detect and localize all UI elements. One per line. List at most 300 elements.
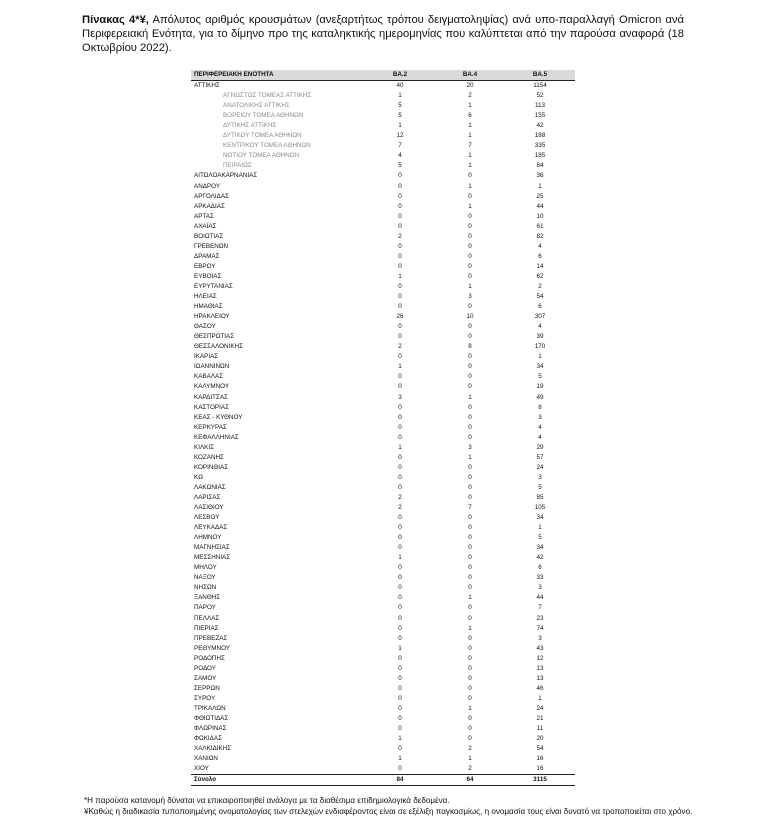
ba4-cell: 1 xyxy=(468,282,472,290)
region-cell: ΦΩΚΙΔΑΣ xyxy=(194,735,222,743)
region-cell: ΑΓΝΩΣΤΟΣ ΤΟΜΕΑΣ ΑΤΤΙΚΗΣ xyxy=(223,92,312,100)
ba2-cell: 0 xyxy=(398,674,402,682)
ba2-cell: 0 xyxy=(398,473,402,481)
ba5-cell: 20 xyxy=(536,735,544,743)
region-cell: ΑΡΚΑΔΙΑΣ xyxy=(194,202,225,210)
ba5-cell: 2 xyxy=(538,282,542,290)
region-cell: ΕΥΒΟΙΑΣ xyxy=(194,272,222,280)
ba4-cell: 0 xyxy=(468,242,472,250)
ba5-cell: 43 xyxy=(536,644,544,652)
region-cell: ΕΒΡΟΥ xyxy=(194,262,216,270)
table-row xyxy=(191,302,575,312)
ba2-cell: 0 xyxy=(398,403,402,411)
ba2-cell: 0 xyxy=(398,514,402,522)
ba4-cell: 0 xyxy=(468,373,472,381)
region-cell: ΞΑΝΘΗΣ xyxy=(194,594,221,602)
table-row xyxy=(191,483,575,493)
ba2-cell: 2 xyxy=(398,343,402,351)
table-row xyxy=(191,644,575,654)
region-cell: ΦΛΩΡΙΝΑΣ xyxy=(194,725,227,733)
ba2-cell: 1 xyxy=(398,755,402,763)
region-cell: ΦΘΙΩΤΙΔΑΣ xyxy=(194,715,229,722)
ba4-cell: 0 xyxy=(468,363,472,371)
ba5-cell: 5 xyxy=(538,534,542,542)
table-subrow xyxy=(191,131,575,141)
ba2-cell: 2 xyxy=(398,232,402,240)
ba5-cell: 4 xyxy=(538,242,542,250)
region-cell: ΚΑΒΑΛΑΣ xyxy=(194,373,224,381)
ba5-cell: 188 xyxy=(534,132,546,140)
ba2-cell: 1 xyxy=(398,735,402,743)
table-subrow xyxy=(191,91,575,101)
header-region: ΠΕΡΙΦΕΡΕΙΑΚΗ ΕΝΟΤΗΤΑ xyxy=(191,70,365,81)
ba5-cell: 42 xyxy=(536,122,544,130)
region-cell: ΝΟΤΙΟΥ ΤΟΜΕΑ ΑΘΗΝΩΝ xyxy=(223,152,300,160)
table-row xyxy=(191,603,575,613)
ba5-cell: 1154 xyxy=(533,82,547,90)
region-cell: ΘΕΣΠΡΩΤΙΑΣ xyxy=(194,333,235,341)
table-row xyxy=(191,463,575,473)
region-cell: ΠΙΕΡΙΑΣ xyxy=(194,624,219,632)
ba2-cell: 40 xyxy=(396,82,404,90)
ba4-cell: 1 xyxy=(468,202,472,210)
table-row xyxy=(191,734,575,744)
total-ba2: 84 xyxy=(365,775,435,786)
region-cell: ΡΟΔΟΠΗΣ xyxy=(194,654,225,662)
region-cell: ΚΟΖΑΝΗΣ xyxy=(194,453,224,461)
ba4-cell: 0 xyxy=(468,664,472,672)
ba5-cell: 113 xyxy=(534,102,546,110)
ba4-cell: 0 xyxy=(468,192,472,200)
ba2-cell: 0 xyxy=(398,373,402,381)
ba4-cell: 0 xyxy=(468,493,472,501)
ba5-cell: 3 xyxy=(538,473,542,481)
ba2-cell: 1 xyxy=(398,92,402,100)
footnote-data-update: *Η παρούσα κατανομή δύναται να επικαιροποιηθεί ανάλογα με τα διαθέσιμα επιδημιολογικά δεδομένα. xyxy=(84,796,450,805)
region-cell: ΙΚΑΡΙΑΣ xyxy=(194,353,219,361)
ba5-cell: 185 xyxy=(534,152,546,160)
ba2-cell: 0 xyxy=(398,684,402,692)
ba4-cell: 0 xyxy=(468,725,472,733)
ba5-cell: 14 xyxy=(536,262,544,270)
region-cell: ΚΕΝΤΡΙΚΟΥ ΤΟΜΕΑ ΑΘΗΝΩΝ xyxy=(223,142,311,150)
ba5-cell: 61 xyxy=(536,222,544,230)
ba5-cell: 25 xyxy=(536,192,544,200)
table-caption xyxy=(82,13,684,55)
table-row xyxy=(191,352,575,362)
region-cell: ΔΥΤΙΚΟΥ ΤΟΜΕΑ ΑΘΗΝΩΝ xyxy=(223,132,302,140)
region-cell: ΠΕΛΛΑΣ xyxy=(194,614,220,622)
region-cell: ΚΩ xyxy=(194,473,203,481)
ba2-cell: 0 xyxy=(398,262,402,270)
ba2-cell: 0 xyxy=(398,765,402,773)
table-row xyxy=(191,563,575,573)
ba4-cell: 1 xyxy=(468,624,472,632)
ba5-cell: 52 xyxy=(536,92,544,100)
ba2-cell: 7 xyxy=(398,142,402,150)
region-cell: ΑΡΓΟΛΙΔΑΣ xyxy=(194,192,229,200)
ba5-cell: 8 xyxy=(538,403,542,411)
ba4-cell: 0 xyxy=(468,222,472,230)
ba4-cell: 0 xyxy=(468,735,472,743)
ba5-cell: 54 xyxy=(536,293,544,301)
ba2-cell: 0 xyxy=(398,564,402,572)
ba4-cell: 6 xyxy=(468,112,472,120)
region-cell: ΧΙΟΥ xyxy=(194,765,209,773)
ba5-cell: 49 xyxy=(536,393,544,401)
table-row xyxy=(191,212,575,222)
table-row xyxy=(191,694,575,704)
ba5-cell: 13 xyxy=(536,674,544,682)
ba5-cell: 5 xyxy=(538,483,542,491)
ba4-cell: 0 xyxy=(468,272,472,280)
ba2-cell: 0 xyxy=(398,594,402,602)
table-row xyxy=(191,503,575,513)
ba4-cell: 0 xyxy=(468,323,472,331)
ba4-cell: 0 xyxy=(468,644,472,652)
table-row xyxy=(191,473,575,483)
table-subrow xyxy=(191,101,575,111)
ba5-cell: 24 xyxy=(536,704,544,712)
region-cell: ΣΥΡΟΥ xyxy=(194,694,216,702)
table-row xyxy=(191,744,575,754)
table-row xyxy=(191,372,575,382)
table-row xyxy=(191,583,575,593)
ba4-cell: 1 xyxy=(468,594,472,602)
ba4-cell: 1 xyxy=(468,132,472,140)
ba2-cell: 0 xyxy=(398,293,402,301)
caption-text: Απόλυτος αριθμός κρουσμάτων (ανεξαρτήτως τρόπου δειγματοληψίας) ανά υπο-παραλλαγή Omicron ανά Περιφερειακή Ενότητα, για το δίμηνο προ της καταληκτικής ημερομηνίας που καλύπτεται από την παρούσα αναφορά (18 Οκτωβρίου 2022). xyxy=(82,14,684,54)
region-cell: ΕΥΡΥΤΑΝΙΑΣ xyxy=(194,282,233,290)
region-cell: ΑΧΑΪΑΣ xyxy=(194,222,217,230)
footnotes xyxy=(84,795,694,818)
table-row xyxy=(191,222,575,232)
region-cell: ΚΑΡΔΙΤΣΑΣ xyxy=(194,393,228,401)
total-row xyxy=(191,775,575,786)
table-row xyxy=(191,202,575,212)
ba2-cell: 0 xyxy=(398,694,402,702)
ba2-cell: 0 xyxy=(398,303,402,311)
ba5-cell: 42 xyxy=(536,554,544,562)
ba2-cell: 0 xyxy=(398,413,402,421)
ba2-cell: 1 xyxy=(398,272,402,280)
region-cell: ΛΑΣΙΘΙΟΥ xyxy=(194,504,224,512)
ba2-cell: 0 xyxy=(398,453,402,461)
ba5-cell: 24 xyxy=(536,463,544,471)
region-cell: ΘΑΣΟΥ xyxy=(194,323,216,331)
table-row xyxy=(191,242,575,252)
region-cell: ΜΕΣΣΗΝΙΑΣ xyxy=(194,554,231,562)
ba5-cell: 34 xyxy=(536,363,544,371)
table-row xyxy=(191,81,575,92)
ba2-cell: 0 xyxy=(398,614,402,622)
ba5-cell: 4 xyxy=(538,323,542,331)
region-cell: ΔΥΤΙΚΗΣ ΑΤΤΙΚΗΣ xyxy=(223,122,277,130)
ba4-cell: 0 xyxy=(468,473,472,481)
region-cell: ΜΗΛΟΥ xyxy=(194,564,217,572)
table-row xyxy=(191,312,575,322)
region-cell: ΑΝΔΡΟΥ xyxy=(194,182,221,190)
ba5-cell: 19 xyxy=(536,383,544,391)
ba2-cell: 0 xyxy=(398,172,402,180)
table-row xyxy=(191,533,575,543)
region-cell: ΛΕΣΒΟΥ xyxy=(194,514,220,522)
table-row xyxy=(191,393,575,403)
ba4-cell: 8 xyxy=(468,343,472,351)
table-subrow xyxy=(191,121,575,131)
ba5-cell: 1 xyxy=(538,694,542,702)
header-ba2: BA.2 xyxy=(365,70,435,81)
region-cell: ΔΡΑΜΑΣ xyxy=(194,252,220,260)
ba2-cell: 1 xyxy=(398,363,402,371)
ba4-cell: 0 xyxy=(468,403,472,411)
footnote-nomenclature: ¥Καθώς η διαδικασία τυποποιημένης ονοματολογίας των στελεχών ενδιαφέροντος είναι σε εξέλιξη παγκοσμίως, η ονομασία τους είναι δυνατό να τροποποιείται στο χρόνο. xyxy=(84,807,693,817)
ba2-cell: 0 xyxy=(398,423,402,431)
ba4-cell: 0 xyxy=(468,252,472,260)
region-cell: ΘΕΣΣΑΛΟΝΙΚΗΣ xyxy=(194,343,243,351)
ba2-cell: 0 xyxy=(398,745,402,753)
ba5-cell: 36 xyxy=(536,172,544,180)
ba4-cell: 0 xyxy=(468,684,472,692)
ba4-cell: 7 xyxy=(468,504,472,512)
region-cell: ΛΗΜΝΟΥ xyxy=(194,534,222,542)
ba4-cell: 2 xyxy=(468,92,472,100)
table-row xyxy=(191,513,575,523)
ba5-cell: 3 xyxy=(538,584,542,592)
ba5-cell: 34 xyxy=(536,544,544,552)
ba2-cell: 0 xyxy=(398,604,402,612)
table-row xyxy=(191,593,575,603)
header-row xyxy=(191,70,575,81)
ba5-cell: 12 xyxy=(536,654,544,662)
ba5-cell: 33 xyxy=(536,574,544,582)
ba2-cell: 1 xyxy=(398,554,402,562)
ba2-cell: 0 xyxy=(398,323,402,331)
ba4-cell: 3 xyxy=(468,443,472,451)
ba4-cell: 0 xyxy=(468,413,472,421)
region-cell: ΠΡΕΒΕΖΑΣ xyxy=(194,634,228,642)
ba2-cell: 0 xyxy=(398,383,402,391)
region-cell: ΛΑΡΙΣΑΣ xyxy=(194,493,221,501)
header-ba5: BA.5 xyxy=(505,70,575,81)
table-row xyxy=(191,433,575,443)
ba4-cell: 0 xyxy=(468,544,472,552)
region-cell: ΗΛΕΙΑΣ xyxy=(194,293,217,301)
ba5-cell: 6 xyxy=(538,303,542,311)
ba2-cell: 0 xyxy=(398,634,402,642)
table-row xyxy=(191,453,575,463)
ba2-cell: 0 xyxy=(398,182,402,190)
ba2-cell: 0 xyxy=(398,534,402,542)
region-cell: ΝΑΞΟΥ xyxy=(194,574,216,582)
ba4-cell: 2 xyxy=(468,765,472,773)
ba5-cell: 82 xyxy=(536,232,544,240)
ba5-cell: 6 xyxy=(538,564,542,572)
ba2-cell: 5 xyxy=(398,112,402,120)
ba4-cell: 0 xyxy=(468,483,472,491)
region-cell: ΑΡΤΑΣ xyxy=(194,212,214,220)
table-header xyxy=(191,70,575,81)
table-row xyxy=(191,684,575,694)
ba4-cell: 1 xyxy=(468,453,472,461)
ba4-cell: 0 xyxy=(468,172,472,180)
ba5-cell: 54 xyxy=(536,745,544,753)
ba5-cell: 16 xyxy=(536,765,544,773)
table-row xyxy=(191,553,575,563)
ba2-cell: 0 xyxy=(398,282,402,290)
ba4-cell: 0 xyxy=(468,554,472,562)
table-row xyxy=(191,704,575,714)
ba2-cell: 0 xyxy=(398,725,402,733)
table-row xyxy=(191,634,575,644)
total-ba4: 64 xyxy=(435,775,505,786)
table-row xyxy=(191,232,575,242)
ba2-cell: 0 xyxy=(398,483,402,491)
table-row xyxy=(191,192,575,202)
region-cell: ΝΗΣΩΝ xyxy=(194,584,217,592)
ba5-cell: 84 xyxy=(536,162,544,170)
ba4-cell: 1 xyxy=(468,755,472,763)
ba4-cell: 0 xyxy=(468,212,472,220)
ba5-cell: 85 xyxy=(536,493,544,501)
ba5-cell: 11 xyxy=(536,725,544,733)
ba4-cell: 0 xyxy=(468,303,472,311)
ba5-cell: 4 xyxy=(538,423,542,431)
region-cell: ΚΕΑΣ - ΚΥΘΝΟΥ xyxy=(194,413,243,421)
ba4-cell: 1 xyxy=(468,122,472,130)
table-row xyxy=(191,573,575,583)
ba4-cell: 10 xyxy=(466,313,474,321)
ba4-cell: 0 xyxy=(468,423,472,431)
ba5-cell: 4 xyxy=(538,433,542,441)
ba4-cell: 0 xyxy=(468,614,472,622)
ba4-cell: 1 xyxy=(468,704,472,712)
table-row xyxy=(191,724,575,734)
region-cell: ΜΑΓΝΗΣΙΑΣ xyxy=(194,544,230,552)
ba4-cell: 7 xyxy=(468,142,472,150)
table-row xyxy=(191,664,575,674)
ba2-cell: 3 xyxy=(398,393,402,401)
ba4-cell: 0 xyxy=(468,514,472,522)
ba5-cell: 6 xyxy=(538,252,542,260)
table-row xyxy=(191,714,575,724)
ba2-cell: 0 xyxy=(398,353,402,361)
ba5-cell: 1 xyxy=(538,182,542,190)
ba5-cell: 3 xyxy=(538,634,542,642)
table-row xyxy=(191,413,575,423)
table-row xyxy=(191,182,575,192)
ba5-cell: 16 xyxy=(536,755,544,763)
ba2-cell: 0 xyxy=(398,202,402,210)
ba2-cell: 26 xyxy=(396,313,404,321)
table-row xyxy=(191,382,575,392)
ba4-cell: 1 xyxy=(468,162,472,170)
region-cell: ΤΡΙΚΑΛΩΝ xyxy=(194,704,226,712)
ba2-cell: 0 xyxy=(398,524,402,532)
ba2-cell: 5 xyxy=(398,162,402,170)
region-cell: ΛΕΥΚΑΔΑΣ xyxy=(194,524,228,532)
region-cell: ΧΑΝΙΩΝ xyxy=(194,755,218,763)
ba4-cell: 0 xyxy=(468,333,472,341)
ba5-cell: 44 xyxy=(536,594,544,602)
ba4-cell: 0 xyxy=(468,715,472,722)
table-row xyxy=(191,292,575,302)
ba4-cell: 0 xyxy=(468,654,472,662)
ba2-cell: 0 xyxy=(398,584,402,592)
ba2-cell: 0 xyxy=(398,664,402,672)
ba4-cell: 3 xyxy=(468,293,472,301)
ba4-cell: 0 xyxy=(468,353,472,361)
table-subrow xyxy=(191,151,575,161)
ba5-cell: 21 xyxy=(536,715,544,722)
region-cell: ΣΕΡΡΩΝ xyxy=(194,684,220,692)
region-cell: ΗΡΑΚΛΕΙΟΥ xyxy=(194,313,230,321)
ba2-cell: 2 xyxy=(398,504,402,512)
ba5-cell: 155 xyxy=(534,112,546,120)
ba4-cell: 1 xyxy=(468,393,472,401)
table-row xyxy=(191,272,575,282)
ba5-cell: 105 xyxy=(534,504,546,512)
ba2-cell: 12 xyxy=(396,132,404,140)
ba4-cell: 0 xyxy=(468,232,472,240)
ba2-cell: 0 xyxy=(398,574,402,582)
ba5-cell: 307 xyxy=(534,313,546,321)
table-row xyxy=(191,423,575,433)
ba5-cell: 74 xyxy=(536,624,544,632)
table-row xyxy=(191,282,575,292)
region-cell: ΗΜΑΘΙΑΣ xyxy=(194,303,223,311)
table-row xyxy=(191,654,575,664)
ba4-cell: 0 xyxy=(468,534,472,542)
ba4-cell: 0 xyxy=(468,433,472,441)
ba2-cell: 0 xyxy=(398,544,402,552)
region-cell: ΒΟΙΩΤΙΑΣ xyxy=(194,232,224,240)
ba5-cell: 44 xyxy=(536,202,544,210)
table-row xyxy=(191,342,575,352)
region-cell: ΒΟΡΕΙΟΥ ΤΟΜΕΑ ΑΘΗΝΩΝ xyxy=(223,112,304,120)
ba2-cell: 0 xyxy=(398,222,402,230)
region-cell: ΡΟΔΟΥ xyxy=(194,664,216,672)
ba4-cell: 0 xyxy=(468,574,472,582)
table-row xyxy=(191,252,575,262)
ba4-cell: 1 xyxy=(468,102,472,110)
ba4-cell: 0 xyxy=(468,604,472,612)
region-cell: ΚΑΣΤΟΡΙΑΣ xyxy=(194,403,229,411)
ba4-cell: 0 xyxy=(468,694,472,702)
ba5-cell: 170 xyxy=(534,343,546,351)
ba5-cell: 34 xyxy=(536,514,544,522)
ba2-cell: 1 xyxy=(398,644,402,652)
region-cell: ΡΕΘΥΜΝΟΥ xyxy=(194,644,230,652)
table-row xyxy=(191,493,575,503)
ba5-cell: 1 xyxy=(538,524,542,532)
ba4-cell: 1 xyxy=(468,182,472,190)
region-cell: ΚΑΛΥΜΝΟΥ xyxy=(194,383,230,391)
omicron-subvariant-table xyxy=(191,70,575,786)
total-label: Σύνολο xyxy=(191,775,365,786)
ba4-cell: 0 xyxy=(468,262,472,270)
caption-label: Πίνακας 4*¥, xyxy=(82,14,149,26)
region-cell: ΙΩΑΝΝΙΝΩΝ xyxy=(194,363,230,371)
table-row xyxy=(191,764,575,775)
ba2-cell: 0 xyxy=(398,433,402,441)
region-cell: ΑΙΤΩΛΟΑΚΑΡΝΑΝΙΑΣ xyxy=(194,172,258,180)
ba4-cell: 1 xyxy=(468,152,472,160)
ba5-cell: 335 xyxy=(534,142,546,150)
ba2-cell: 2 xyxy=(398,493,402,501)
ba2-cell: 0 xyxy=(398,212,402,220)
table-row xyxy=(191,403,575,413)
